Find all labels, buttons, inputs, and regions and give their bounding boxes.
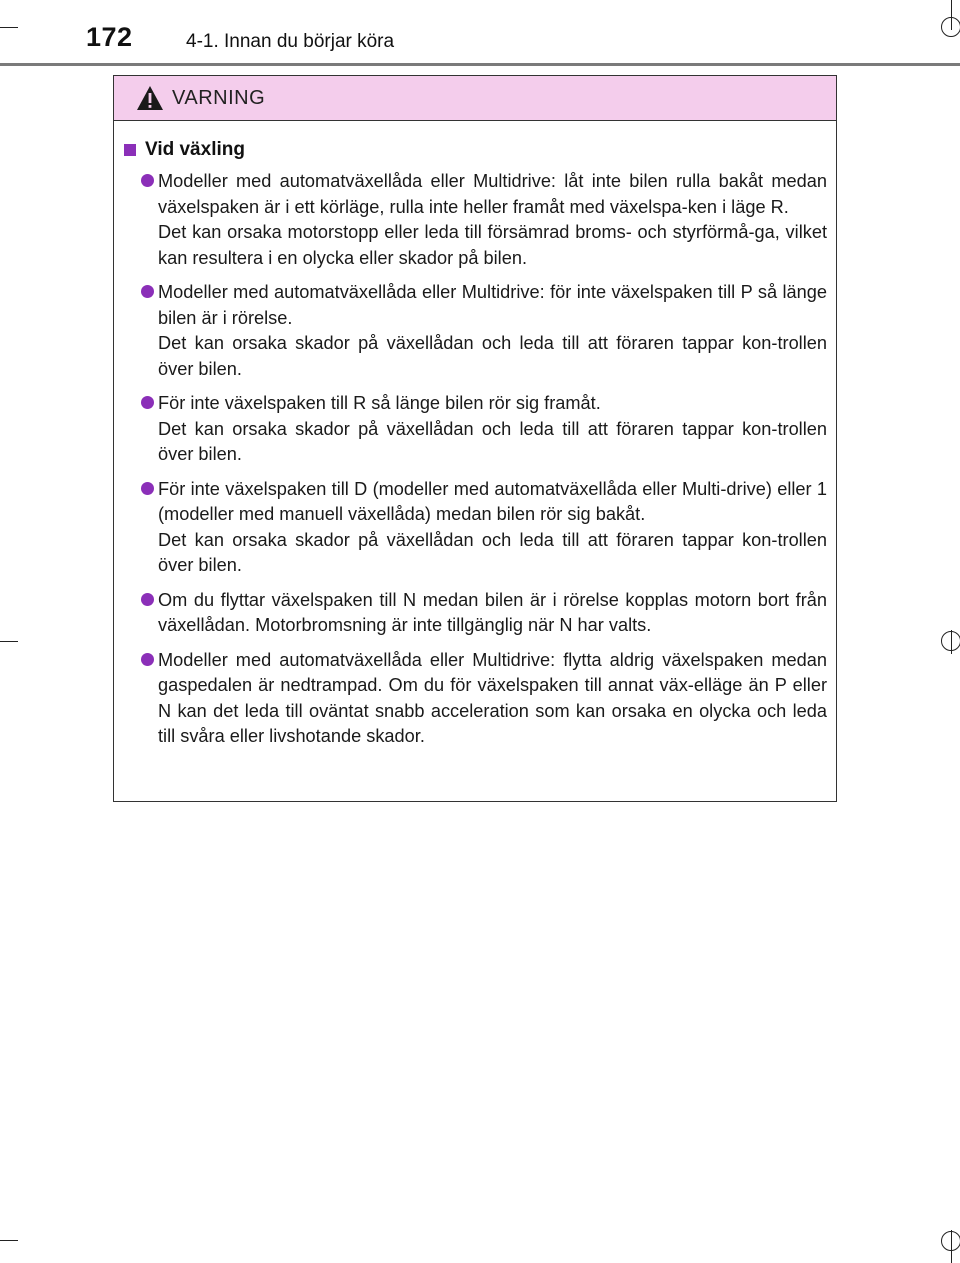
crop-mark-top-left — [0, 27, 18, 28]
warning-subheading — [123, 137, 827, 163]
round-bullet-icon — [141, 285, 154, 298]
item-consequence-text: Det kan orsaka skador på växellådan och leda till att föraren tappar kon-trollen över bilen. — [158, 418, 827, 464]
list-item — [123, 280, 827, 382]
list-item — [123, 391, 827, 468]
list-item — [123, 588, 827, 639]
round-bullet-icon — [141, 482, 154, 495]
warning-box — [113, 75, 837, 802]
list-item — [123, 648, 827, 750]
warning-header — [114, 76, 836, 121]
list-item — [123, 169, 827, 271]
section-title: 4-1. Innan du börjar köra — [186, 31, 395, 52]
item-text: Modeller med automatväxellåda eller Multidrive: flytta aldrig växelspaken medan gaspedalen är nedtrampad. Om du för växelspaken till annat väx-elläge än P eller N kan det leda till oväntat snabb acceleration som kan orsaka en olycka och leda till svåra eller livshotande skador. — [158, 649, 827, 746]
square-bullet-icon — [124, 144, 136, 156]
warning-title: VARNING — [172, 87, 266, 109]
item-text: Modeller med automatväxellåda eller Multidrive: för inte växelspaken till P så länge bilen är i rörelse. — [158, 282, 827, 328]
item-text: Om du flyttar växelspaken till N medan bilen är i rörelse kopplas motorn bort från växellådan. Motorbromsning är inte tillgänglig när N har valts. — [158, 589, 827, 635]
item-consequence-text: Det kan orsaka motorstopp eller leda till försämrad broms- och styrförmå-ga, vilket kan resultera i en olycka eller skador på bilen. — [158, 222, 827, 268]
round-bullet-icon — [141, 396, 154, 409]
round-bullet-icon — [141, 653, 154, 666]
round-bullet-icon — [141, 174, 154, 187]
warning-triangle-icon — [136, 85, 164, 111]
round-bullet-icon — [141, 593, 154, 606]
item-consequence-text: Det kan orsaka skador på växellådan och leda till att föraren tappar kon-trollen över bilen. — [158, 529, 827, 575]
header-divider — [0, 63, 960, 66]
registration-mark-mid-right — [941, 631, 960, 651]
item-consequence-text: Det kan orsaka skador på växellådan och leda till att föraren tappar kon-trollen över bilen. — [158, 333, 827, 379]
warning-body — [114, 121, 836, 750]
item-text: Modeller med automatväxellåda eller Multidrive: låt inte bilen rulla bakåt medan växelspaken är i ett körläge, rulla inte heller framåt med växelspa-ken i läge R. — [158, 171, 827, 217]
crop-mark-bottom-left — [0, 1240, 18, 1241]
page-number: 172 — [86, 22, 133, 52]
crop-mark-mid-left — [0, 641, 18, 642]
registration-mark-bottom-right — [941, 1231, 960, 1251]
page-header — [0, 0, 960, 64]
registration-mark-top-right — [941, 17, 960, 37]
item-text: För inte växelspaken till R så länge bilen rör sig framåt. — [158, 393, 601, 413]
item-text: För inte växelspaken till D (modeller med automatväxellåda eller Multi-drive) eller 1 (modeller med manuell växellåda) medan bilen rör sig bakåt. — [158, 478, 827, 524]
list-item — [123, 477, 827, 579]
subheading-text: Vid växling — [145, 139, 245, 160]
